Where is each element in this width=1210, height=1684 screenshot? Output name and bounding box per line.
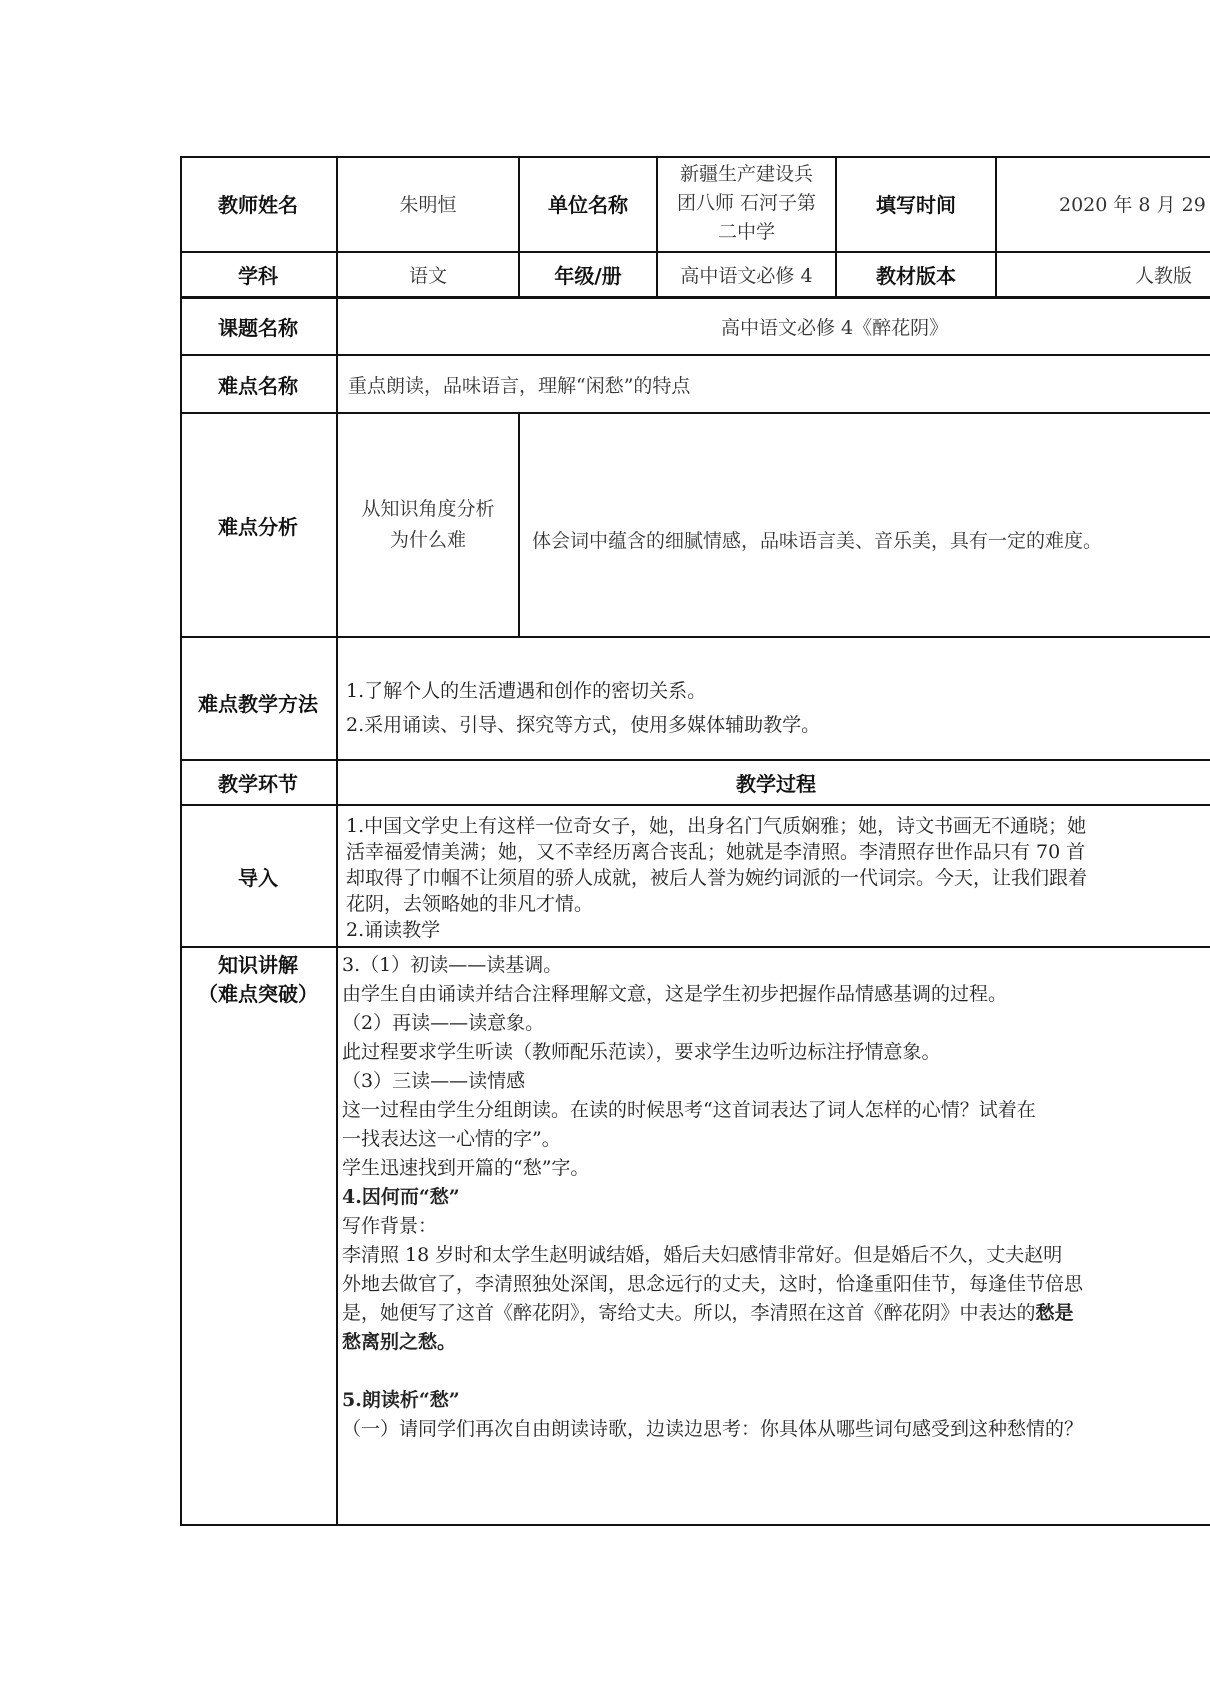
knowledge-heading: 4.因何而“愁”: [342, 1186, 460, 1208]
analysis-sub-label-line: 为什么难: [389, 529, 466, 551]
knowledge-line: 此过程要求学生听读（教师配乐范读），要求学生边听边标注抒情意象。: [342, 1041, 941, 1063]
unit-name-line: 新疆生产建设兵: [679, 163, 813, 185]
knowledge-line-text: 是，她便写了这首《醉花阴》，寄给丈夫。所以，李清照在这首《醉花阴》中表达的: [342, 1302, 1036, 1324]
knowledge-line: 这一过程由学生分组朗读。在读的时候思考“这首词表达了词人怎样的心情？试着在: [342, 1099, 1036, 1121]
grade-value: 高中语文必修 4: [680, 265, 813, 287]
knowledge-line-bold: 愁离别之愁。: [342, 1331, 457, 1353]
analysis-sub-label-line: 从知识角度分析: [361, 498, 495, 520]
unit-name-line: 二中学: [717, 221, 775, 243]
knowledge-blank-line: [342, 1357, 1210, 1386]
knowledge-bold-tail: 愁是: [1035, 1302, 1074, 1324]
method-line: 1.了解个人的生活遭遇和创作的密切关系。: [346, 680, 707, 702]
method-label: 难点教学方法: [198, 692, 318, 716]
knowledge-line: （一）请同学们再次自由朗读诗歌，边读边思考：你具体从哪些词句感受到这种愁情的？: [342, 1418, 1084, 1440]
intro-line: 1.中国文学史上有这样一位奇女子，她，出身名门气质娴雅；她，诗文书画无不通晓；她: [346, 815, 1087, 837]
table-border-bottom: [180, 1524, 1210, 1526]
knowledge-heading: 5.朗读析“愁”: [342, 1389, 460, 1411]
knowledge-line: 由学生自由诵读并结合注释理解文意，这是学生初步把握作品情感基调的过程。: [342, 983, 1008, 1005]
intro-content: [346, 813, 1210, 943]
teacher-name-value: 朱明恒: [399, 194, 457, 216]
method-content: [346, 674, 1210, 742]
subject-label: 学科: [238, 264, 278, 288]
knowledge-line: 3.（1）初读——读基调。: [342, 954, 563, 976]
knowledge-content: [342, 951, 1210, 1523]
table-row-line: [180, 946, 1210, 948]
knowledge-line: （2）再读——读意象。: [342, 1012, 545, 1034]
intro-line: 花阴，去领略她的非凡才情。: [346, 893, 594, 915]
edition-value: 人教版: [1134, 265, 1192, 287]
knowledge-line: 一找表达这一心情的字”。: [342, 1128, 561, 1150]
knowledge-label-line: （难点突破）: [198, 982, 318, 1006]
grade-label: 年级/册: [554, 264, 622, 288]
fill-date-label: 填写时间: [876, 193, 956, 217]
knowledge-line: 李清照 18 岁时和太学生赵明诚结婚，婚后夫妇感情非常好。但是婚后不久，丈夫赵明: [342, 1244, 1063, 1266]
difficulty-value: 重点朗读，品味语言，理解“闲愁”的特点: [348, 374, 691, 397]
subject-value: 语文: [408, 265, 447, 287]
analysis-value: 体会词中蕴含的细腻情感，品味语言美、音乐美，具有一定的难度。: [532, 529, 1103, 552]
intro-line: 2.诵读教学: [346, 919, 441, 941]
topic-label: 课题名称: [218, 316, 298, 340]
knowledge-label-line: 知识讲解: [218, 953, 298, 977]
topic-value: 高中语文必修 4《醉花阴》: [721, 317, 949, 339]
difficulty-label: 难点名称: [218, 373, 298, 398]
knowledge-line: 外地去做官了，李清照独处深闺，思念远行的丈夫，这时，恰逢重阳佳节，每逢佳节倍思: [342, 1273, 1084, 1295]
teaching-process-label: 教学过程: [736, 772, 816, 796]
teacher-name-label: 教师姓名: [218, 193, 298, 217]
knowledge-line: （3）三读——读情感: [342, 1070, 526, 1092]
intro-line: 活幸福爱情美满；她，又不幸经历离合丧乱；她就是李清照。李清照存世作品只有 70 首: [346, 841, 1086, 863]
edition-label: 教材版本: [876, 264, 956, 288]
unit-name-value: [658, 156, 835, 251]
fill-date-value: 2020 年 8 月 29: [1059, 194, 1206, 216]
teaching-step-label: 教学环节: [218, 772, 298, 796]
knowledge-label: [180, 951, 336, 1011]
intro-line: 却取得了巾帼不让须眉的骄人成就，被后人誉为婉约词派的一代词宗。今天，让我们跟着: [346, 867, 1088, 889]
lesson-plan-table: [180, 156, 1210, 1526]
analysis-sub-label: [338, 414, 518, 636]
method-line: 2.采用诵读、引导、探究等方式，使用多媒体辅助教学。: [346, 714, 821, 736]
unit-name-line: 团八师 石河子第: [676, 192, 817, 214]
knowledge-line: [342, 1299, 1210, 1328]
knowledge-line: 学生迅速找到开篇的“愁”字。: [342, 1157, 590, 1179]
intro-label: 导入: [238, 865, 278, 890]
analysis-label: 难点分析: [218, 514, 298, 539]
unit-name-label: 单位名称: [548, 193, 628, 217]
knowledge-line: 写作背景：: [342, 1215, 438, 1237]
